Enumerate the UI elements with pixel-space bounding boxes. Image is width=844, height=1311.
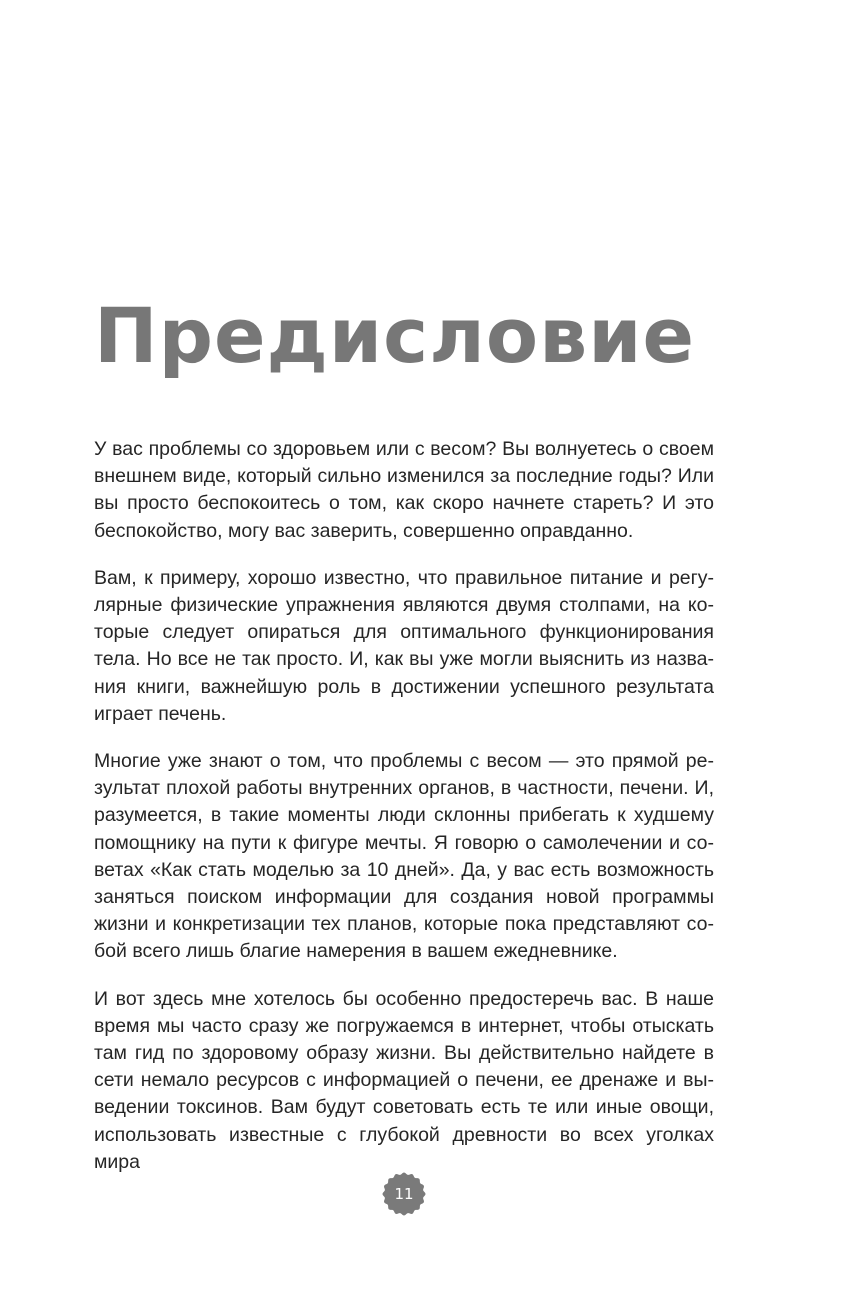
paragraph-3: Многие уже знают о том, что проблемы с весом — это прямой результат плохой работы внутренних органов, в частности, печени. И, разумеется, в такие моменты люди склонны прибегать к худшему помощнику на пути к фигуре мечты. Я говорю о самолечении и советах «Как стать моделью за 10 дней». Да, у вас есть возможность заняться поиском информации для создания новой программы жизни и конкретизации тех планов, которые пока представляют собой всего лишь благие намерения в вашем ежедневнике. — [94, 750, 714, 963]
page-number: 11 — [394, 1185, 414, 1203]
paragraph-4: И вот здесь мне хотелось бы особенно предостеречь вас. В наше время мы часто сразу же погружаемся в интернет, чтобы отыскать там гид по здоровому образу жизни. Вы действительно найдете в сети немало ресурсов с информацией о печени, ее дренаже и выведении токсинов. Вам будут советовать есть те или иные овощи, использовать известные с глубокой древности во всех уголках мира — [94, 987, 714, 1173]
paragraph-1: У вас проблемы со здоровьем или с весом? Вы волнуетесь о своем внешнем виде, который сильно изменился за последние годы? Или вы просто беспокоитесь о том, как скоро начнете стареть? И это беспокойство, могу вас заверить, совершенно оправданно. — [94, 438, 714, 542]
body-text — [94, 436, 714, 1196]
page-number-badge — [382, 1172, 426, 1216]
chapter-title: Предисловие — [94, 291, 696, 380]
paragraph-2: Вам, к примеру, хорошо известно, что правильное питание и регулярные физические упражнения являются двумя столпами, на которые следует опираться для оптимального функционирования тела. Но все не так просто. И, как вы уже могли выяснить из названия книги, важнейшую роль в достижении успешного результата играет печень. — [94, 566, 714, 725]
